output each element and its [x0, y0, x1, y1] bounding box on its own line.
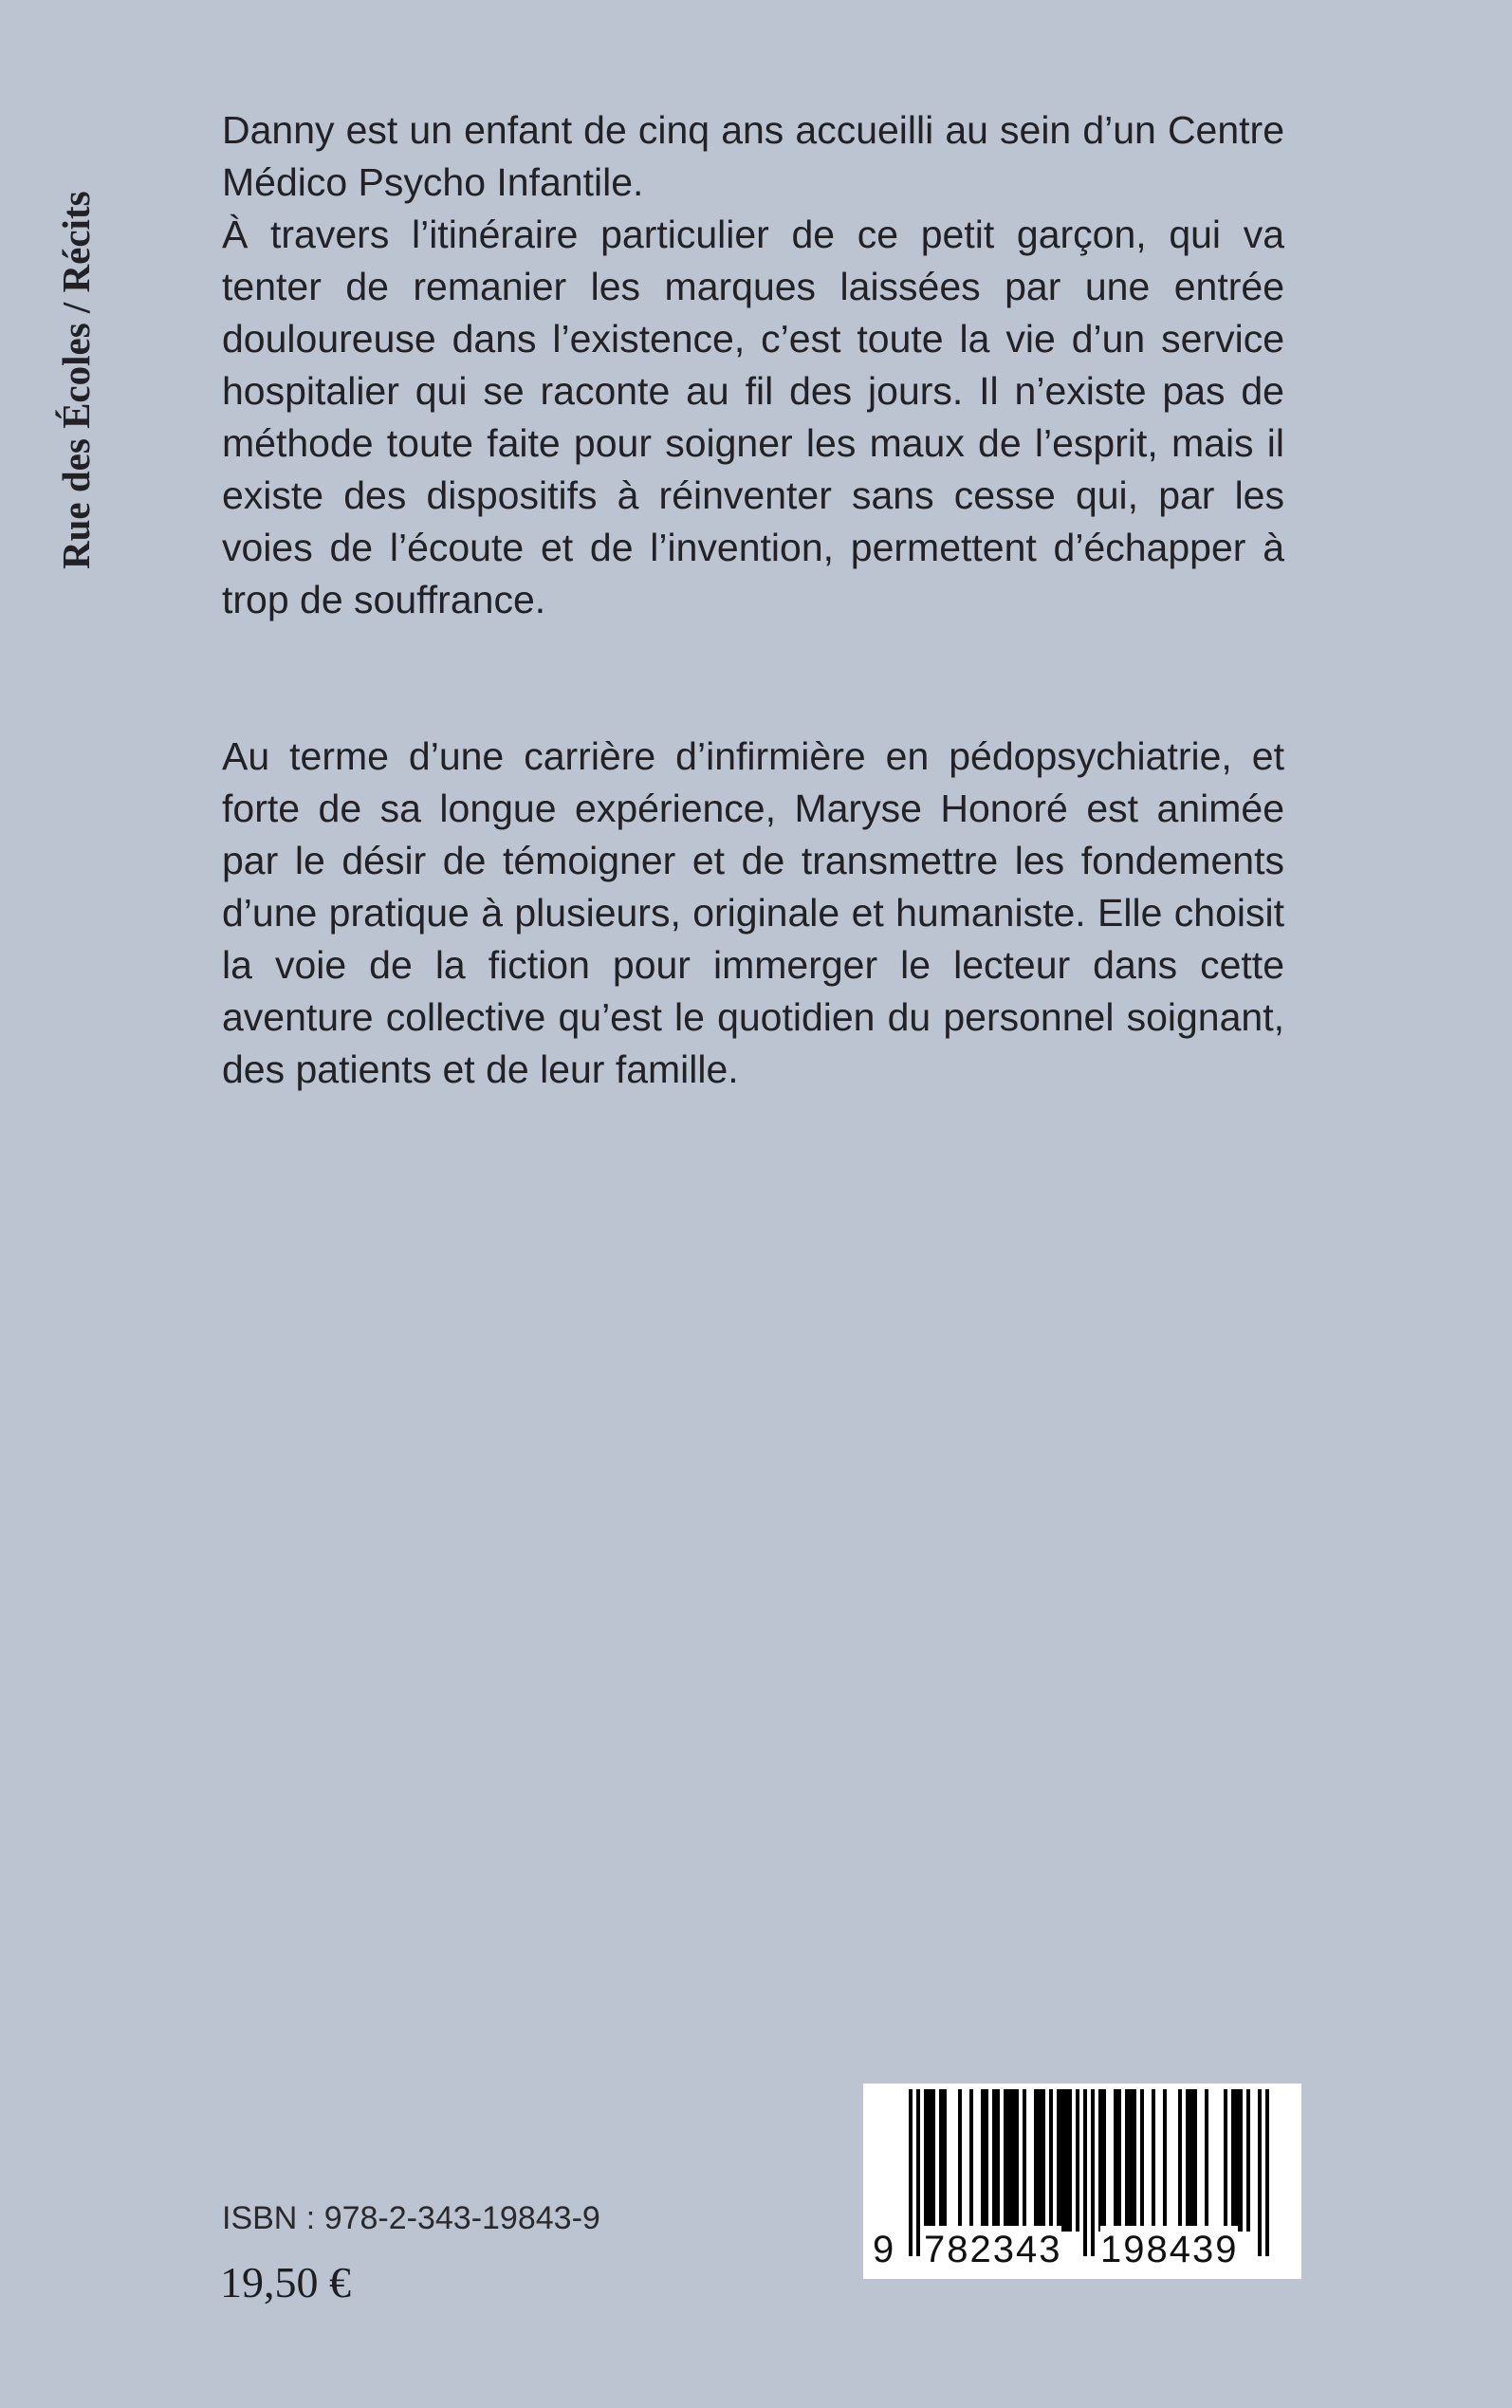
barcode-bar [996, 2089, 1000, 2232]
barcode-bar [1246, 2089, 1250, 2232]
spine-series-title: Rue des Écoles / Récits [54, 191, 98, 569]
barcode-bar [1152, 2089, 1155, 2232]
barcode-bar [1224, 2089, 1227, 2232]
barcode-bar [939, 2089, 943, 2232]
barcode-bar [1205, 2089, 1208, 2232]
barcode-bar [1011, 2089, 1015, 2232]
barcode-bar [1163, 2089, 1167, 2232]
barcode-bar [969, 2089, 973, 2232]
barcode-bar [1102, 2089, 1106, 2232]
barcode-bar [1133, 2089, 1136, 2232]
synopsis-block [222, 104, 1284, 626]
barcode-bar [1231, 2089, 1235, 2232]
synopsis-paragraph: Danny est un enfant de cinq ans accueilli au sein d’un Centre Médico Psycho Infantile. [222, 108, 1284, 204]
barcode-bar [924, 2089, 928, 2232]
barcode-digits [863, 2226, 1301, 2273]
author-bio-block [222, 731, 1284, 1096]
barcode [863, 2084, 1301, 2279]
barcode-bar [1189, 2089, 1193, 2232]
barcode-bar [1060, 2089, 1064, 2232]
barcode-bar [1068, 2089, 1072, 2232]
barcode-left-group: 782343 [924, 2226, 1061, 2273]
barcode-bar [958, 2089, 962, 2232]
barcode-bar [1239, 2089, 1243, 2232]
barcode-bar [1076, 2089, 1079, 2232]
barcode-bar [1193, 2089, 1197, 2232]
barcode-bar [931, 2089, 935, 2232]
barcode-bar [1064, 2089, 1068, 2232]
barcode-bar [992, 2089, 996, 2232]
barcode-bar [1042, 2089, 1045, 2232]
synopsis-paragraph: À travers l’itinéraire particulier de ce petit garçon, qui va tenter de remanier les marques laissées par une entrée douloureuse dans l’existence, c’est toute la vie d’un service hospitalier qui se raconte au fil des jours. Il n’existe pas de méthode toute faite pour soigner les maux de l’esprit, mais il existe des dispositifs à réinventer sans cesse qui, par les voies de l’écoute et de l’invention, permettent d’échapper à trop de souffrance. [222, 213, 1284, 621]
barcode-bar [1038, 2089, 1042, 2232]
barcode-bar [981, 2089, 985, 2232]
barcode-bar [1015, 2089, 1019, 2232]
barcode-bar [1178, 2089, 1182, 2232]
author-bio-paragraph: Au terme d’une carrière d’infirmière en pédopsychiatrie, et forte de sa longue expérience, Maryse Honoré est animée par le désir de témoigner et de transmettre les fondements d’une pratique à plusieurs, originale et humaniste. Elle choisit la voie de la fiction pour immerger le lecteur dans cette aventure collective qu’est le quotidien du personnel soignant, des patients et de leur famille. [222, 734, 1284, 1091]
barcode-bar [1186, 2089, 1189, 2232]
barcode-right-group: 198439 [1100, 2226, 1238, 2273]
barcode-bar [985, 2089, 988, 2232]
barcode-bar [1049, 2089, 1053, 2232]
barcode-bar [1004, 2089, 1007, 2232]
barcode-bar [928, 2089, 931, 2232]
barcode-bar [1117, 2089, 1121, 2232]
barcode-bar [1114, 2089, 1117, 2232]
barcode-bar [1140, 2089, 1144, 2232]
barcode-bar [1023, 2089, 1026, 2232]
barcode-bar [1129, 2089, 1133, 2232]
isbn-label: ISBN : 978-2-343-19843-9 [222, 2200, 600, 2236]
barcode-lead-digit: 9 [873, 2226, 895, 2273]
barcode-bar [1098, 2089, 1102, 2232]
barcode-bar [1125, 2089, 1129, 2232]
barcode-bar [1034, 2089, 1038, 2232]
barcode-bar [1007, 2089, 1011, 2232]
barcode-bar [943, 2089, 947, 2232]
barcode-bar [1057, 2089, 1060, 2232]
price-label: 19,50 € [220, 2258, 351, 2306]
barcode-bar [1235, 2089, 1239, 2232]
